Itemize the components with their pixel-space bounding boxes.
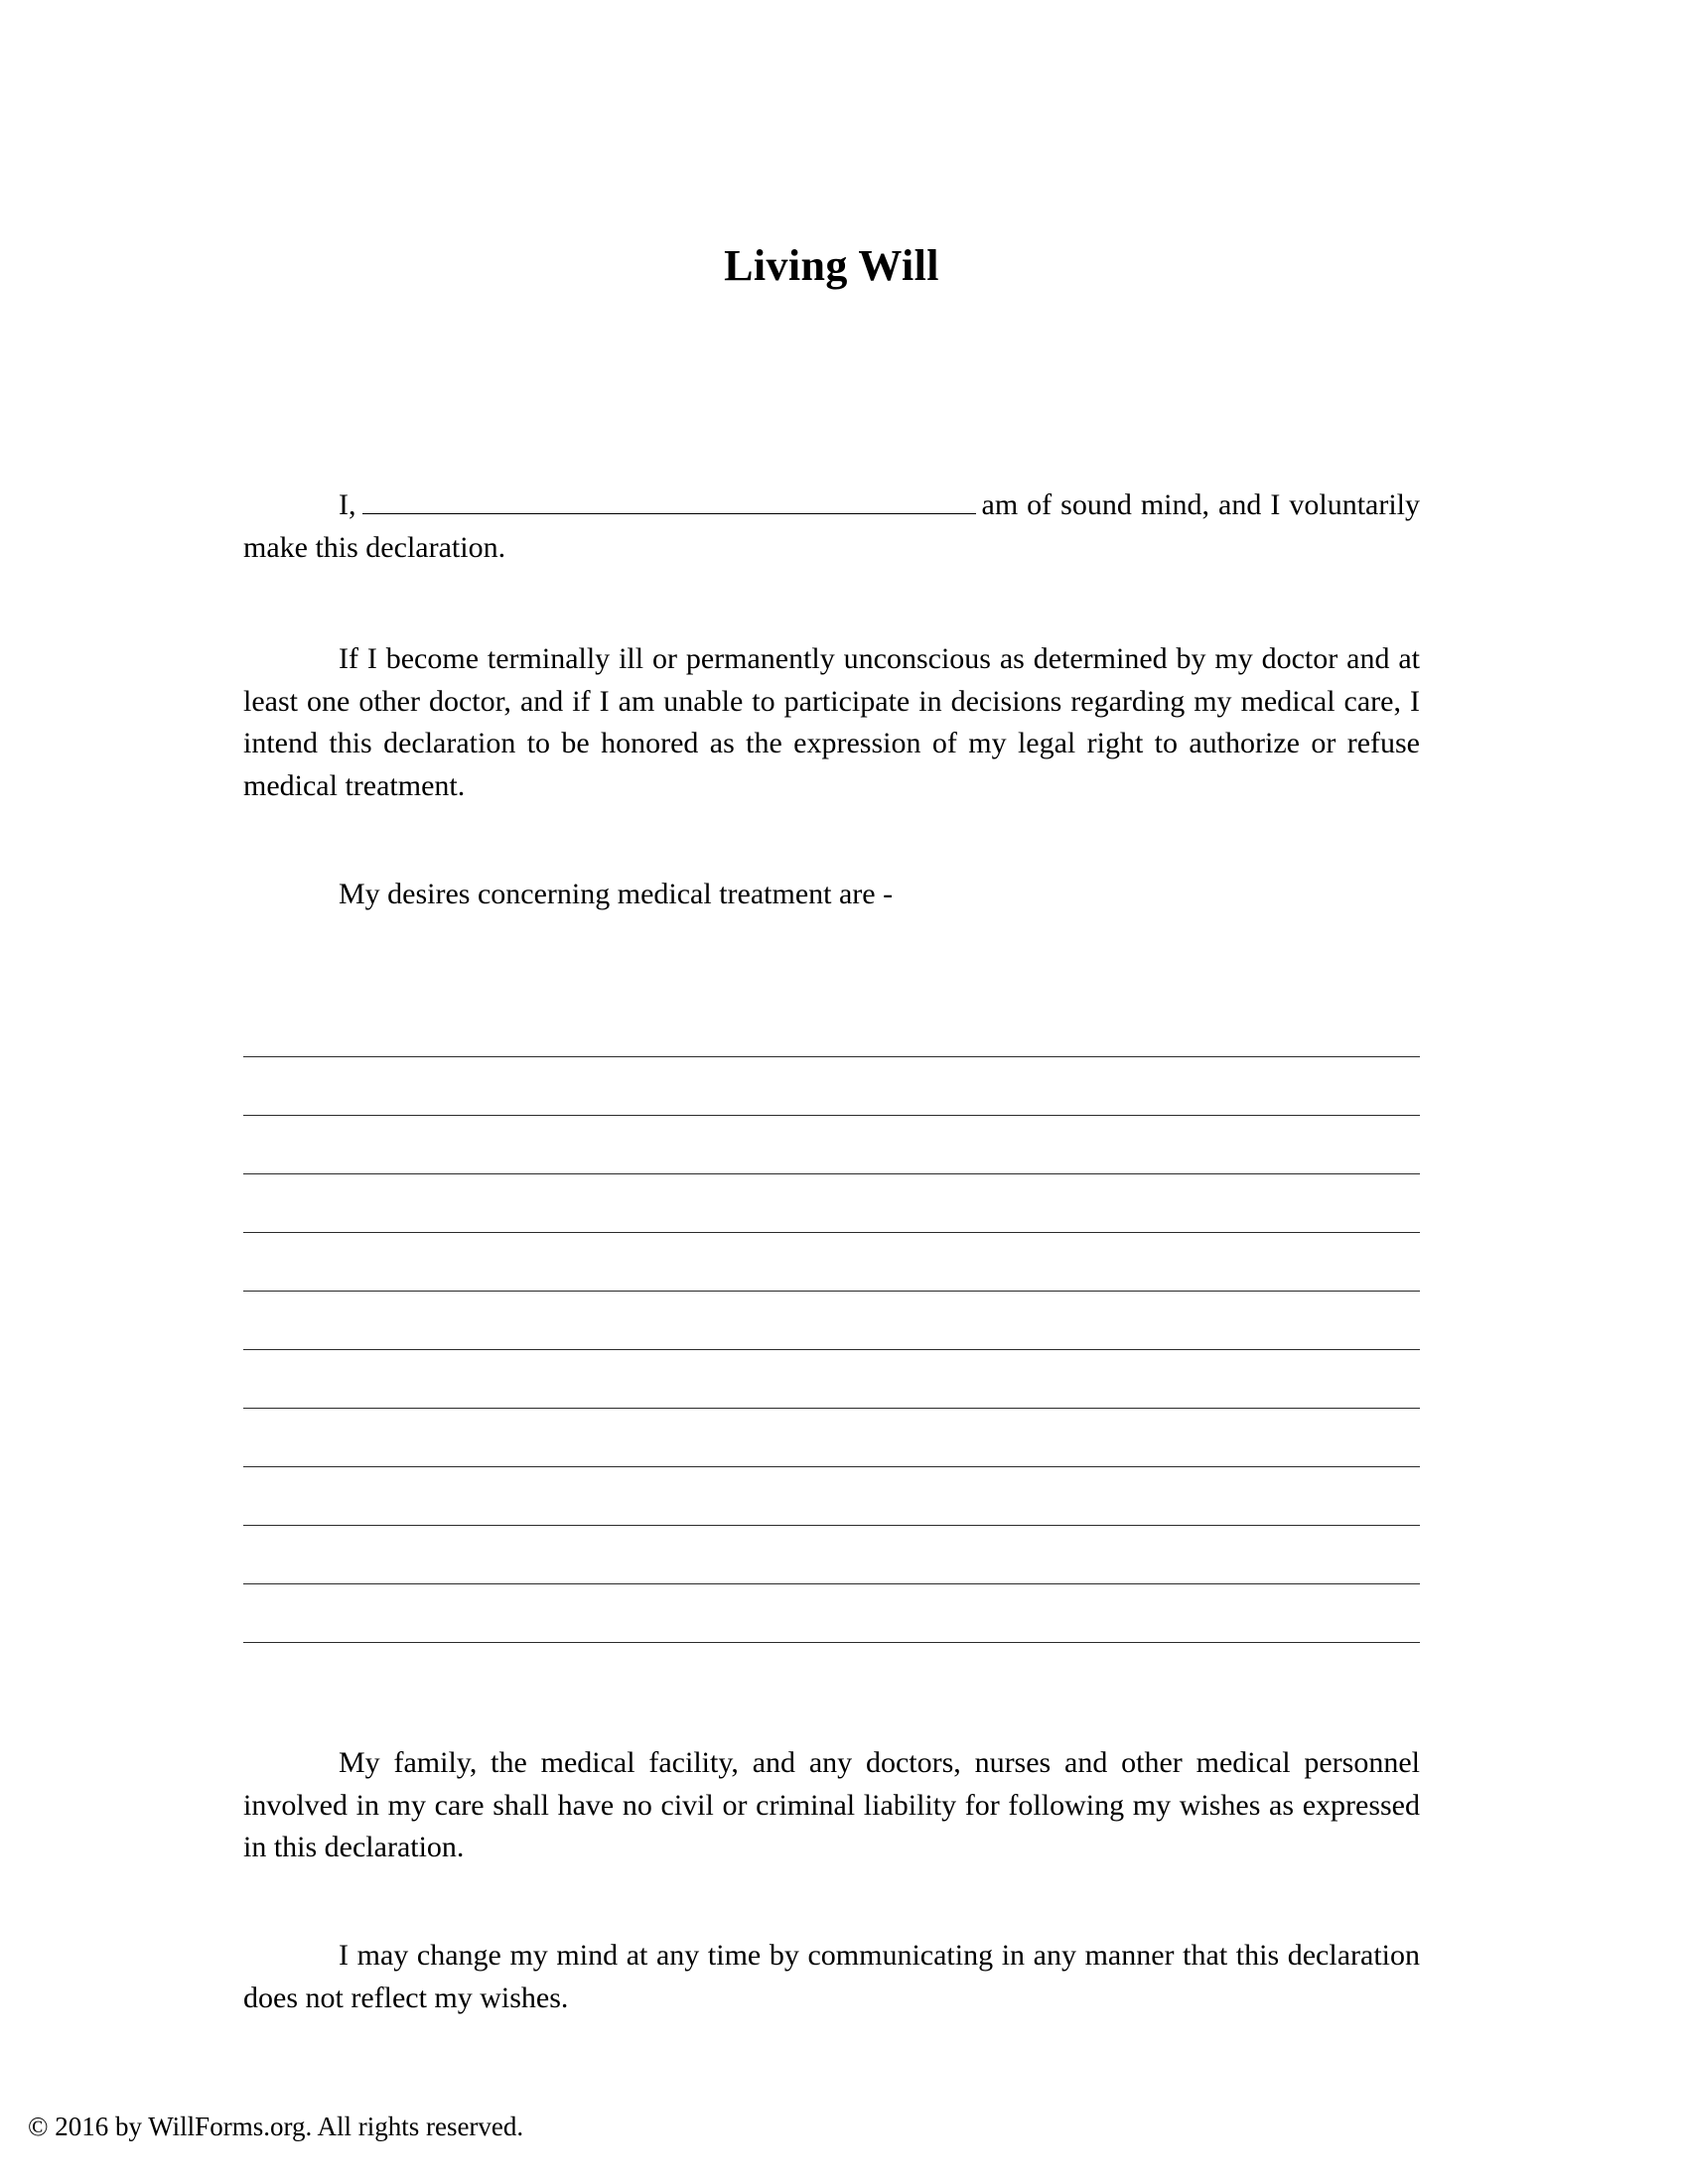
desires-prompt-paragraph: My desires concerning medical treatment are - [339, 877, 894, 910]
write-in-line[interactable] [243, 1350, 1420, 1409]
write-in-line[interactable] [243, 1526, 1420, 1584]
declarant-intro-paragraph [243, 484, 1420, 569]
write-in-line[interactable] [243, 1292, 1420, 1350]
declarant-name-blank[interactable] [362, 491, 976, 514]
write-in-line[interactable] [243, 1057, 1420, 1116]
write-in-line[interactable] [243, 999, 1420, 1057]
terminal-condition-paragraph: If I become terminally ill or permanently unconscious as determined by my doctor and at least one other doctor, and if I am unable to participate in decisions regarding my medical care, I intend this declaration to be honored as the expression of my legal right to authorize or refuse medical treatment. [243, 642, 1420, 802]
document-body [243, 0, 1420, 2019]
desires-write-in-area[interactable] [243, 999, 1420, 1643]
revocation-paragraph: I may change my mind at any time by communicating in any manner that this declaration does not reflect my wishes. [243, 1938, 1420, 2014]
liability-paragraph: My family, the medical facility, and any doctors, nurses and other medical personnel involved in my care shall have no civil or criminal liability for following my wishes as expressed in this declaration. [243, 1746, 1420, 1864]
page-title: Living Will [724, 241, 939, 290]
write-in-line[interactable] [243, 1233, 1420, 1292]
write-in-line[interactable] [243, 1409, 1420, 1467]
write-in-line[interactable] [243, 1174, 1420, 1233]
write-in-line[interactable] [243, 1467, 1420, 1526]
write-in-line[interactable] [243, 1116, 1420, 1174]
intro-text-after-blank: am of sound mind, and I voluntarily make this declaration. [243, 488, 1420, 564]
copyright-footer: © 2016 by WillForms.org. All rights reserved. [28, 2111, 524, 2141]
intro-text-before-blank: I, [339, 488, 356, 521]
write-in-line[interactable] [243, 1584, 1420, 1643]
